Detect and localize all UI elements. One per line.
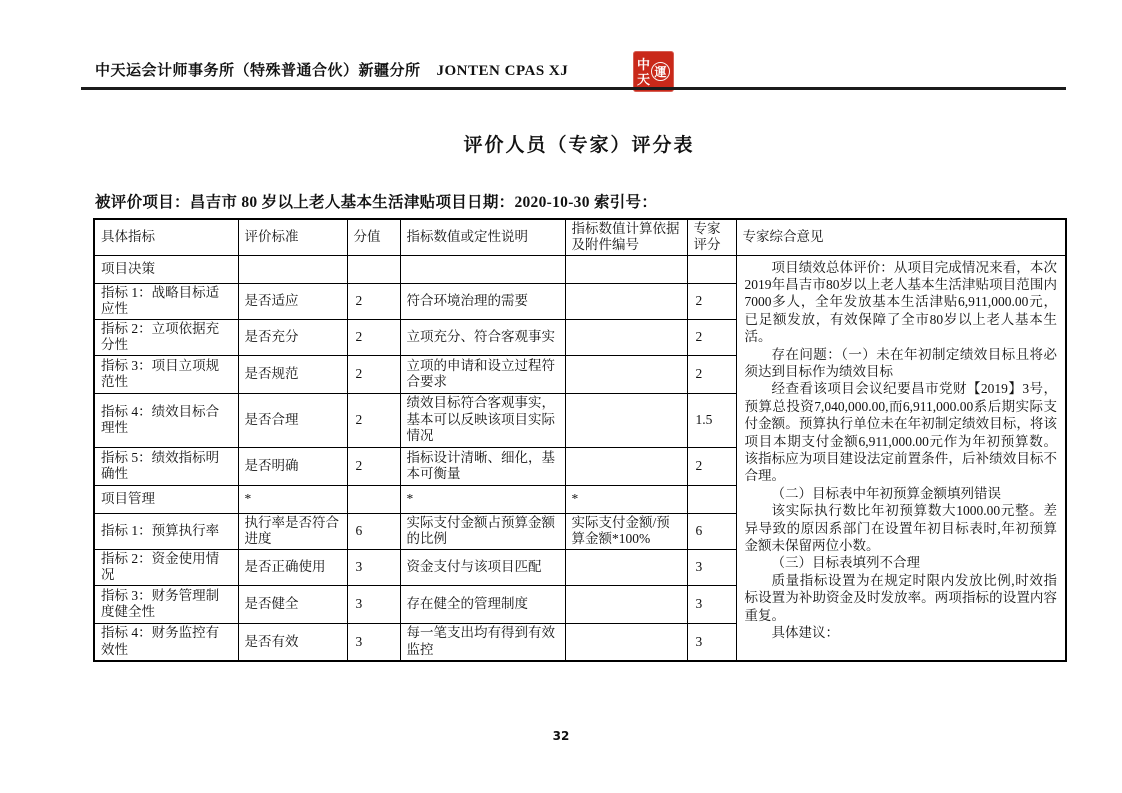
cell-description: 存在健全的管理制度 xyxy=(400,585,565,623)
cell-description: 立项充分、符合客观事实 xyxy=(400,319,565,355)
project-info-line: 被评价项目：昌吉市 80 岁以上老人基本生活津贴项目日期：2020-10-30 索引号： xyxy=(95,194,658,211)
header-cell-basis: 指标数值计算依据及附件编号 xyxy=(565,219,687,255)
cell-score-value: 2 xyxy=(347,393,400,447)
cell-indicator: 指标 2：立项依据充分性 xyxy=(94,319,238,355)
cell-expert-score xyxy=(687,255,736,283)
cell-expert-score: 6 xyxy=(687,513,736,549)
table-header-row xyxy=(94,219,1066,255)
opinion-paragraph: （三）目标表填列不合理 xyxy=(771,555,920,571)
cell-indicator: 指标 4：绩效目标合理性 xyxy=(94,393,238,447)
cell-indicator: 指标 1：预算执行率 xyxy=(94,513,238,549)
score-table xyxy=(93,218,1067,662)
cell-basis xyxy=(565,623,687,661)
cell-expert-score: 1.5 xyxy=(687,393,736,447)
header-cell-score-value: 分值 xyxy=(347,219,400,255)
page-title: 评价人员（专家）评分表 xyxy=(463,135,695,156)
cell-indicator: 指标 4：财务监控有效性 xyxy=(94,623,238,661)
cell-expert-score: 3 xyxy=(687,549,736,585)
cell-score-value: 6 xyxy=(347,513,400,549)
cell-basis: * xyxy=(565,485,687,513)
cell-criteria: 是否健全 xyxy=(238,585,347,623)
cell-expert-score: 2 xyxy=(687,283,736,319)
cell-criteria: * xyxy=(238,485,347,513)
cell-expert-score: 2 xyxy=(687,319,736,355)
cell-criteria: 是否规范 xyxy=(238,355,347,393)
opinion-paragraph: 质量指标设置为在规定时限内发放比例,时效指标设置为补助资金及时发放率。两项指标的设置内容重复。 xyxy=(744,572,1057,623)
firm-name-en: JONTEN CPAS XJ xyxy=(436,63,569,79)
cell-criteria xyxy=(238,255,347,283)
header-cell-indicator: 具体指标 xyxy=(94,219,238,255)
cell-description: 立项的申请和设立过程符合要求 xyxy=(400,355,565,393)
cell-criteria: 是否充分 xyxy=(238,319,347,355)
cell-score-value: 2 xyxy=(347,447,400,485)
seal-char-zhong: 中 xyxy=(636,56,650,72)
opinion-paragraph: 存在问题：（一）未在年初制定绩效目标且将必须达到目标作为绩效目标 xyxy=(744,346,1057,379)
cell-score-value: 2 xyxy=(347,355,400,393)
header-cell-opinion: 专家综合意见 xyxy=(736,219,1066,255)
cell-criteria: 是否适应 xyxy=(238,283,347,319)
cell-criteria: 是否有效 xyxy=(238,623,347,661)
firm-name-cn: 中天运会计师事务所（特殊普通合伙）新疆分所 xyxy=(95,63,421,79)
firm-letterhead xyxy=(95,59,568,80)
cell-basis xyxy=(565,355,687,393)
cell-score-value xyxy=(347,255,400,283)
opinion-paragraph: （二）目标表中年初预算金额填列错误 xyxy=(771,485,1001,501)
expert-opinion-cell xyxy=(736,255,1066,661)
seal-char-yun: 運 xyxy=(651,62,670,81)
cell-score-value: 3 xyxy=(347,549,400,585)
header-cell-expert-score: 专家评分 xyxy=(687,219,736,255)
cell-indicator: 指标 5：绩效指标明确性 xyxy=(94,447,238,485)
opinion-paragraph: 该实际执行数比年初预算数大1000.00元整。差异导致的原因系部门在设置年初目标表时,年初预算金额未保留两位小数。 xyxy=(744,503,1057,553)
header-cell-description: 指标数值或定性说明 xyxy=(400,219,565,255)
cell-expert-score: 2 xyxy=(687,447,736,485)
cell-basis xyxy=(565,447,687,485)
cell-description: * xyxy=(400,485,565,513)
page-number: 32 xyxy=(552,729,570,743)
cell-score-value: 2 xyxy=(347,283,400,319)
seal-char-tian: 天 xyxy=(636,71,650,87)
header-cell-criteria: 评价标准 xyxy=(238,219,347,255)
cell-expert-score: 3 xyxy=(687,623,736,661)
cell-expert-score xyxy=(687,485,736,513)
cell-basis xyxy=(565,549,687,585)
seal-left-column xyxy=(637,57,650,87)
cell-criteria: 是否合理 xyxy=(238,393,347,447)
cell-expert-score: 2 xyxy=(687,355,736,393)
cell-basis xyxy=(565,585,687,623)
cell-description xyxy=(400,255,565,283)
cell-indicator: 项目决策 xyxy=(94,255,238,283)
cell-description: 资金支付与该项目匹配 xyxy=(400,549,565,585)
cell-expert-score: 3 xyxy=(687,585,736,623)
cell-description: 每一笔支出均有得到有效监控 xyxy=(400,623,565,661)
cell-description: 指标设计清晰、细化，基本可衡量 xyxy=(400,447,565,485)
cell-basis xyxy=(565,255,687,283)
opinion-paragraph: 经查看该项目会议纪要昌市党财【2019】3号，预算总投资7,040,000.00,而6,911,000.00系后期实际支付金额。预算执行单位未在年初制定绩效目标，将该项目本期支付金额6,911,000.00元作为年初预算数。该指标应为项目建设法定前置条件，后补绩效目标不合理。 xyxy=(744,381,1057,484)
cell-indicator: 项目管理 xyxy=(94,485,238,513)
cell-indicator: 指标 1：战略目标适应性 xyxy=(94,283,238,319)
opinion-paragraph: 项目绩效总体评价：从项目完成情况来看，本次2019年昌吉市80岁以上老人基本生活津贴项目范围内7000多人，全年发放基本生活津贴6,911,000.00元，已足额发放，有效保障了全市80岁以上老人基本生活。 xyxy=(744,259,1057,345)
table-row-section-decision xyxy=(94,255,1066,283)
cell-description: 实际支付金额占预算金额的比例 xyxy=(400,513,565,549)
cell-criteria: 执行率是否符合进度 xyxy=(238,513,347,549)
cell-basis: 实际支付金额/预算金额*100% xyxy=(565,513,687,549)
company-seal-icon xyxy=(633,51,674,92)
cell-indicator: 指标 3：项目立项规范性 xyxy=(94,355,238,393)
cell-basis xyxy=(565,319,687,355)
cell-indicator: 指标 2：资金使用情况 xyxy=(94,549,238,585)
cell-score-value: 3 xyxy=(347,623,400,661)
cell-indicator: 指标 3：财务管理制度健全性 xyxy=(94,585,238,623)
cell-score-value: 3 xyxy=(347,585,400,623)
cell-description: 绩效目标符合客观事实，基本可以反映该项目实际情况 xyxy=(400,393,565,447)
cell-score-value xyxy=(347,485,400,513)
letterhead-divider xyxy=(81,87,1066,90)
cell-score-value: 2 xyxy=(347,319,400,355)
cell-basis xyxy=(565,283,687,319)
cell-criteria: 是否明确 xyxy=(238,447,347,485)
cell-basis xyxy=(565,393,687,447)
cell-description: 符合环境治理的需要 xyxy=(400,283,565,319)
opinion-paragraph: 具体建议： xyxy=(771,625,839,641)
cell-criteria: 是否正确使用 xyxy=(238,549,347,585)
